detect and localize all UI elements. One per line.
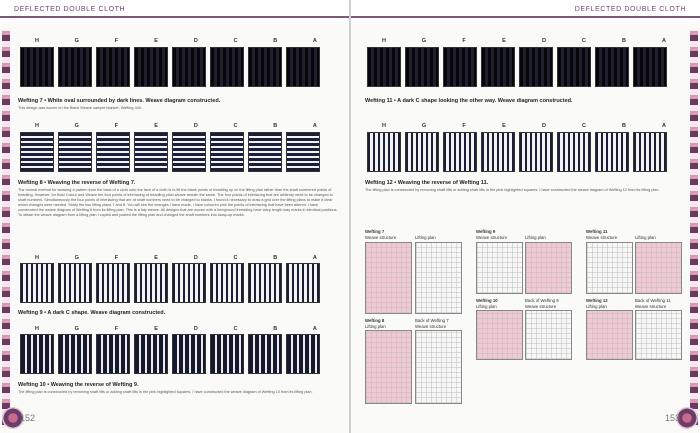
diagram-label: Weave structure <box>635 304 667 309</box>
swatch <box>405 132 439 172</box>
body-text: The lifting plan is constructed by removing shaft lifts or adding shaft lifts in the pink highlighted squares. I have constructed the weave diagram of Wefting 12 from its lifting plan. <box>365 188 660 192</box>
swatch <box>134 47 168 87</box>
diagram-label: Wefting 8 <box>365 318 385 323</box>
swatch <box>20 132 54 172</box>
swatch <box>172 334 206 374</box>
swatch-row-wefting-10 <box>20 334 320 374</box>
swatch <box>286 132 320 172</box>
swatch <box>20 263 54 303</box>
weave-grid <box>525 242 572 294</box>
swatch <box>172 263 206 303</box>
diagram-label: Back of Wefting 11 <box>635 298 671 303</box>
diagram-label: Lifting plan <box>635 235 656 240</box>
swatch <box>248 47 282 87</box>
diagram-label: Lifting plan <box>525 235 546 240</box>
weave-grid <box>476 242 523 294</box>
diagram-label: Lifting plan <box>476 304 497 309</box>
swatch <box>286 334 320 374</box>
swatch-row-wefting-12 <box>367 132 667 172</box>
swatch <box>519 132 553 172</box>
diagram-label: Wefting 12 <box>586 298 608 303</box>
weave-grid <box>415 330 462 404</box>
diagram-label: Lifting plan <box>586 304 607 309</box>
swatch <box>557 47 591 87</box>
swatch <box>443 47 477 87</box>
weave-grid <box>415 242 462 314</box>
swatch <box>210 263 244 303</box>
page-number-left: 152 <box>20 413 36 423</box>
swatch <box>248 132 282 172</box>
swatch <box>20 47 54 87</box>
weave-grid <box>635 310 682 360</box>
decorative-border-right <box>690 30 698 425</box>
swatch <box>96 132 130 172</box>
caption-wefting-10: Wefting 10 • Weaving the reverse of Wefting 9. <box>18 382 139 388</box>
diagram-label: Wefting 7 <box>365 229 385 234</box>
column-labels-6: H G F E D C B A <box>382 123 666 129</box>
swatch <box>96 263 130 303</box>
swatch-row-wefting-9 <box>20 263 320 303</box>
swatch <box>481 47 515 87</box>
body-text: The lifting plan is constructed by removing shaft lifts or adding shaft lifts in the pink highlighted squares. I have constructed the weave diagram of Wefting 10 from its lifting plan. <box>18 390 313 394</box>
column-labels-5: H G F E D C B A <box>382 38 666 44</box>
swatch-row-wefting-11 <box>367 47 667 87</box>
weave-grid <box>476 310 523 360</box>
swatch <box>367 132 401 172</box>
right-page <box>351 0 700 433</box>
swatch <box>210 132 244 172</box>
caption-wefting-12: Wefting 12 • Weaving the reverse of Wefting 11. <box>365 180 489 186</box>
page-number-right: 153 <box>664 413 680 423</box>
diagram-label: Wefting 9 <box>476 229 496 234</box>
diagram-label: Weave structure <box>415 324 447 329</box>
diagram-label: Weave structure <box>525 304 557 309</box>
swatch-row-wefting-8 <box>20 132 320 172</box>
swatch <box>367 47 401 87</box>
swatch <box>58 263 92 303</box>
diagram-label: Back of Wefting 9 <box>525 298 559 303</box>
swatch <box>58 47 92 87</box>
diagram-label: Weave structure <box>365 235 397 240</box>
caption-wefting-7: Wefting 7 • White oval surrounded by dark lines. Weave diagram constructed. <box>18 98 221 104</box>
diagram-label: Lifting plan <box>365 324 386 329</box>
swatch <box>248 334 282 374</box>
swatch <box>172 132 206 172</box>
swatch <box>405 47 439 87</box>
swatch <box>134 132 168 172</box>
body-text: The normal method for weaving a pattern from the back of a cloth onto the face of a cloth is to lift the blank points of treadling up on the lifting plan rather than the shaft numbered points of treadling. However, for Bold Colour and Weave the four points of interlacing of treadling plain weave remain the same. The four points of interlacing that are arbitrary need to be changed to shaft numbers. Simultaneously the four points of interlacing that are at shaft numbers need to be changed to blanks. I found it necessary to draw a grid over the lifting plans to make it clear which changes were needed. Study the two lifting plans 7 and 8. You will see the changes I have made. I have coloured pink the points of interlacing that have been altered. I have constructed the weave diagram of Wefting 8 from its lifting plan. This is a tidy weave. All designs that are woven with a foreground threading have warp length way marks in identical positions. To obtain the weave diagram from a lifting plan I copied and pasted the lifting plan and changed the shaft numbers into swap-up marks. <box>18 188 338 217</box>
weave-grid <box>365 242 412 314</box>
column-labels-3: H G F E D C B A <box>35 255 317 261</box>
diagram-label: Weave structure <box>476 235 508 240</box>
swatch <box>519 47 553 87</box>
column-labels-1: H G F E D C B A <box>35 38 317 44</box>
swatch <box>134 334 168 374</box>
swatch <box>210 47 244 87</box>
swatch <box>20 334 54 374</box>
diagram-label: Wefting 11 <box>586 229 608 234</box>
swatch <box>595 132 629 172</box>
column-labels-4: H G F E D C B A <box>35 326 317 332</box>
swatch <box>481 132 515 172</box>
caption-wefting-11: Wefting 11 • A dark C shape looking the other way. Weave diagram constructed. <box>365 98 573 104</box>
swatch <box>134 263 168 303</box>
column-labels-2: H G F E D C B A <box>35 123 317 129</box>
swatch <box>210 334 244 374</box>
diagram-label: Wefting 10 <box>476 298 498 303</box>
swatch <box>172 47 206 87</box>
body-text: This design was woven on the Black Weave sample blanket, Wefting 440. <box>18 106 142 110</box>
diagram-label: Lifting plan <box>415 235 436 240</box>
diagram-label: Back of Wefting 7 <box>415 318 449 323</box>
swatch <box>633 47 667 87</box>
swatch <box>96 47 130 87</box>
weave-grid <box>586 310 633 360</box>
caption-wefting-8: Wefting 8 • Weaving the reverse of Wefting 7. <box>18 180 136 186</box>
swatch <box>557 132 591 172</box>
swatch <box>58 334 92 374</box>
swatch <box>286 263 320 303</box>
weave-grid <box>586 242 633 294</box>
swatch <box>96 334 130 374</box>
caption-wefting-9: Wefting 9 • A dark C shape. Weave diagram constructed. <box>18 310 166 316</box>
weave-grid <box>525 310 572 360</box>
swatch-row-wefting-7 <box>20 47 320 87</box>
running-head-right: DEFLECTED DOUBLE CLOTH <box>574 6 686 13</box>
decorative-border-left <box>2 30 10 425</box>
swatch <box>286 47 320 87</box>
swatch <box>58 132 92 172</box>
swatch <box>633 132 667 172</box>
swatch <box>248 263 282 303</box>
swatch <box>443 132 477 172</box>
running-head-left: DEFLECTED DOUBLE CLOTH <box>14 6 126 13</box>
weave-grid <box>365 330 412 404</box>
swatch <box>595 47 629 87</box>
weave-grid <box>635 242 682 294</box>
diagram-label: Weave structure <box>586 235 618 240</box>
